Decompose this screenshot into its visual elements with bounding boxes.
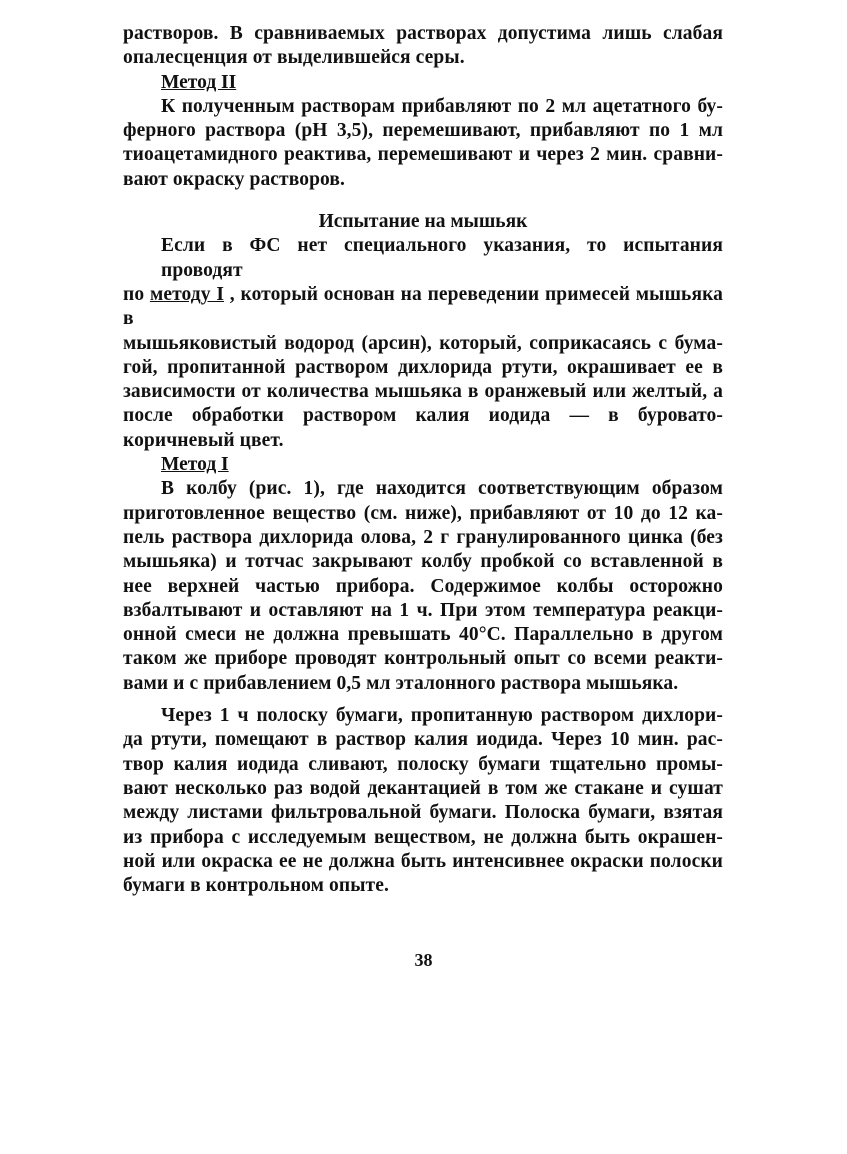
text-line: В колбу (рис. 1), где находится соответствующим образом <box>161 478 723 500</box>
text-line: твор калия иодида сливают, полоску бумаги тщательно промы- <box>123 753 723 775</box>
method-1-heading: Метод I <box>161 454 229 476</box>
arsenic-test-heading: Испытание на мышьяк <box>318 211 528 233</box>
method-2-heading: Метод II <box>161 71 237 93</box>
paragraph-continuation <box>123 22 723 71</box>
text-line: Если в ФС нет специального указания, то испытания проводят <box>161 235 723 281</box>
text-line: зависимости от количества мышьяка в оранжевый или желтый, а <box>123 381 723 403</box>
text-line: бумаги в контрольном опыте. <box>123 875 389 897</box>
text-line: гой, пропитанной раствором дихлорида ртути, окрашивает ее в <box>123 356 723 378</box>
text-line: онной смеси не должна превышать 40°С. Параллельно в другом <box>123 624 723 646</box>
paragraph-gap <box>123 696 723 704</box>
text-line: приготовленное вещество (см. ниже), прибавляют от 10 до 12 ка- <box>123 502 723 524</box>
text-line: Через 1 ч полоску бумаги, пропитанную раствором дихлори- <box>161 705 723 727</box>
text-line: из прибора с исследуемым веществом, не должна быть окрашен- <box>123 826 723 848</box>
text-line: вают окраску растворов. <box>123 168 345 190</box>
paragraph-method-2 <box>123 95 723 192</box>
text-line: да ртути, помещают в раствор калия иодида. Через 10 мин. рас- <box>123 729 723 751</box>
text-line: пель раствора дихлорида олова, 2 г гранулированного цинка (без <box>123 526 723 548</box>
text-line: по методу I , который основан на переведении примесей мышьяка в <box>123 283 723 330</box>
text-line: нее верхней частью прибора. Содержимое колбы осторожно <box>123 575 723 597</box>
text-line: коричневый цвет. <box>123 429 284 451</box>
text-line: ферного раствора (рН 3,5), перемешивают, прибавляют по 1 мл <box>123 120 723 142</box>
text-line: вают несколько раз водой декантацией в том же стакане и сушат <box>123 777 723 799</box>
paragraph-method-1 <box>123 477 723 696</box>
text-line: К полученным растворам прибавляют по 2 мл ацетатного бу- <box>161 95 723 117</box>
text-line: тиоацетамидного реактива, перемешивают и через 2 мин. сравни- <box>123 144 723 166</box>
text-line: после обработки раствором калия иодида — в буровато- <box>123 405 723 427</box>
text-line: опалесценция от выделившейся серы. <box>123 47 465 69</box>
method-1-reference: методу I <box>149 283 225 305</box>
text-line: растворов. В сравниваемых растворах допустима лишь слабая <box>123 23 723 44</box>
text-line: таком же приборе проводят контрольный опыт со всеми реакти- <box>123 648 723 670</box>
page-number: 38 <box>414 950 433 970</box>
text-line: ной или окраска ее не должна быть интенсивнее окраски полоски <box>123 850 723 872</box>
text-column <box>123 22 723 898</box>
text-line: вами и с прибавлением 0,5 мл эталонного раствора мышьяка. <box>123 672 679 694</box>
text-line: мышьяка) и тотчас закрывают колбу пробкой со вставленной в <box>123 551 723 573</box>
text-line: мышьяковистый водород (арсин), который, соприкасаясь с бума- <box>123 332 723 354</box>
text-line: взбалтывают и оставляют на 1 ч. При этом температура реакци- <box>123 599 723 621</box>
paragraph-arsenic-intro <box>123 234 723 453</box>
paragraph-paper-strip <box>123 704 723 898</box>
text-line: между листами фильтровальной бумаги. Полоска бумаги, взятая <box>123 802 723 824</box>
